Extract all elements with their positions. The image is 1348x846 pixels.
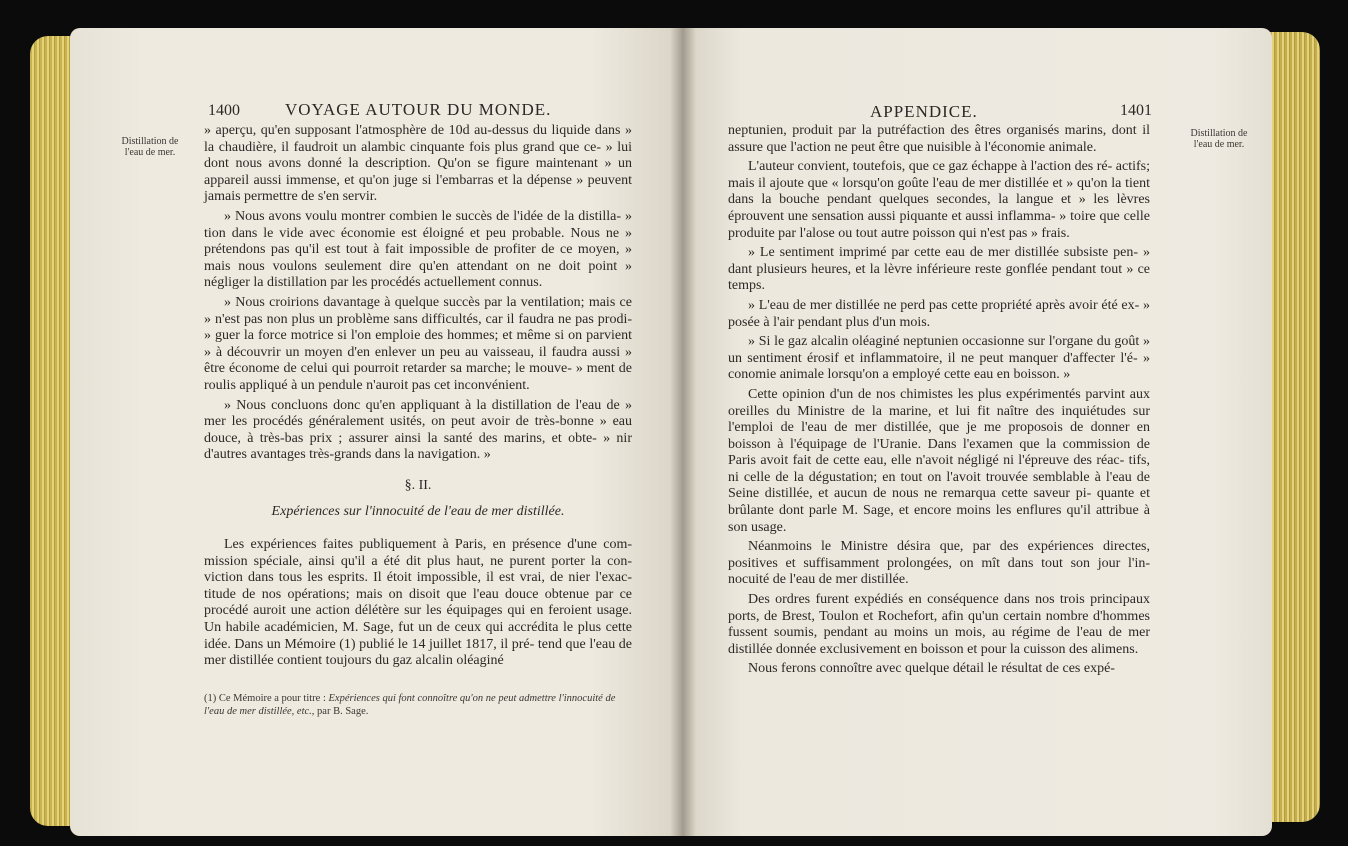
footnote-prefix: (1) Ce Mémoire a pour titre : [204,693,329,704]
right-margin-note: Distillation de l'eau de mer. [1190,128,1248,150]
right-paragraph-9: Nous ferons connoître avec quelque détail le résultat de ces expé- [748,661,1115,677]
footnote-suffix: , par B. Sage. [311,706,369,717]
left-paragraph-5: Les expériences faites publiquement à Paris, en présence d'une com- mission spéciale, ainsi qu'il a été dit plus haut, ne purent porter la con- viction dans tous les esprits. Il étoit impossible, il est vrai, de nier l'exac- titude de nos opérations; mais on disoit que l'eau douce obtenue par ce procédé auroit une action délétère sur les équipages qui en feroient usage. Un habile académicien, M. Sage, fut un de ceux qui accrédita le plus cette idée. Dans un Mémoire (1) publié le 14 juillet 1817, il pré- tend que l'eau de mer distillée contient toujours du gaz alcalin oléaginé [204,537,632,669]
left-running-head: VOYAGE AUTOUR DU MONDE. [285,100,552,119]
left-page-number: 1400 [208,102,240,119]
book-gutter [670,28,696,836]
left-body-text [204,123,632,673]
section-title: Expériences sur l'innocuité de l'eau de mer distillée. [271,504,565,520]
open-book [30,14,1320,840]
footnote-title: Expériences qui font connoître qu'on ne peut admettre l'innocuité de l'eau de mer distillée, etc. [204,693,616,717]
left-paragraph-1: » aperçu, qu'en supposant l'atmosphère de 10d au-dessus du liquide dans » la chaudière, il faudroit un alambic cinquante fois plus grand que ce- » lui dont nous avons donné la description. Qu'on se figure maintenant » un appareil aussi immense, et qu'on juge si l'embarras et la dépense » peuvent jamais permettre de s'en servir. [204,123,632,205]
left-paragraph-4: » Nous concluons donc qu'en appliquant à la distillation de l'eau de » mer les procédés généralement usités, on peut avoir de très-bonne » eau douce, à très-bas prix ; assurer ainsi la santé des marins, et obte- » nir d'autres avantages très-grands dans la navigation. » [204,397,632,463]
left-page [70,28,682,836]
right-page-number: 1401 [1120,102,1152,119]
left-paragraph-3: » Nous croirions davantage à quelque succès par la ventilation; mais ce » n'est pas non plus un problème sans difficultés, car il faudra ne pas prodi- » guer la force motrice si l'on emploie des hommes; et même si on parvient » à découvrir un moyen d'en enlever un peu au vaisseau, il faudra aussi » être économe de celui qui pourroit retarder sa marche; le mouve- » ment de roulis appliqué à un pendule n'auroit pas cet inconvénient. [204,294,632,393]
right-paragraph-5: » Si le gaz alcalin oléaginé neptunien occasionne sur l'organe du goût » un sentiment érosif et inflammatoire, il ne peut manquer d'affecter l'é- » conomie animale lorsqu'on a employé cette eau en boisson. » [728,334,1150,383]
right-page [682,28,1272,836]
left-margin-note: Distillation de l'eau de mer. [121,136,179,158]
right-paragraph-2: L'auteur convient, toutefois, que ce gaz échappe à l'action des ré- actifs; mais il ajoute que « lorsqu'on goûte l'eau de mer distillée et » qu'on la tient dans la bouche pendant quelques secondes, la langue et » les lèvres éprouvent une sensation aussi piquante et aussi inflamma- » toire que celle produite par l'alose ou tout autre poisson qui n'est pas » frais. [728,159,1150,241]
right-paragraph-6: Cette opinion d'un de nos chimistes les plus expérimentés parvint aux oreilles du Ministre de la marine, et lui fit naître des inquiétudes sur l'emploi de l'eau de mer distillée, que je me proposois de donner en boisson à l'équipage de l'Uranie. Dans l'examen que la commission de Paris avoit fait de cette eau, elle n'avoit négligé ni l'épreuve des réac- tifs, ni celle de la dégustation; en tout on l'avoit trouvée semblable à l'eau de Seine distillée, et aucun de nous ne remarqua cette saveur pi- quante et brûlante dont parle M. Sage, et encore moins les enflures qu'il attribue à son usage. [728,386,1150,535]
section-number: §. II. [404,477,432,493]
right-paragraph-7: Néanmoins le Ministre désira que, par des expériences directes, positives et suffisamment prolongées, on mît dans tout son jour l'in- nocuité de l'eau de mer distillée. [728,539,1150,588]
right-paragraph-8: Des ordres furent expédiés en conséquence dans nos trois principaux ports, de Brest, Toulon et Rochefort, afin qu'un certain nombre d'hommes fussent soumis, pendant au moins un mois, au régime de l'eau de mer distillée donnée exclusivement en boisson et pour la cuisson des alimens. [728,592,1150,657]
footnote [204,692,632,718]
left-paragraph-2: » Nous avons voulu montrer combien le succès de l'idée de la distilla- » tion dans le vide avec économie est éloigné et peu probable. Nous ne » prétendons pas qu'il est tout à fait impossible de profiter de ce moyen, » mais nous voulons seulement dire qu'en attendant on ne doit point » négliger la distillation par les procédés actuellement connus. [204,208,632,291]
right-body-text [728,123,1150,681]
right-running-head: APPENDICE. [870,102,978,121]
right-paragraph-3: » Le sentiment imprimé par cette eau de mer distillée subsiste pen- » dant plusieurs heures, et la lèvre inférieure reste gonflée pendant tout » ce temps. [728,245,1150,294]
right-paragraph-1: neptunien, produit par la putréfaction des êtres organisés marins, dont il assure que l'action ne peut être que nuisible à l'économie animale. [728,123,1150,155]
right-paragraph-4: » L'eau de mer distillée ne perd pas cette propriété après avoir été ex- » posée à l'air pendant plus d'un mois. [728,297,1150,330]
